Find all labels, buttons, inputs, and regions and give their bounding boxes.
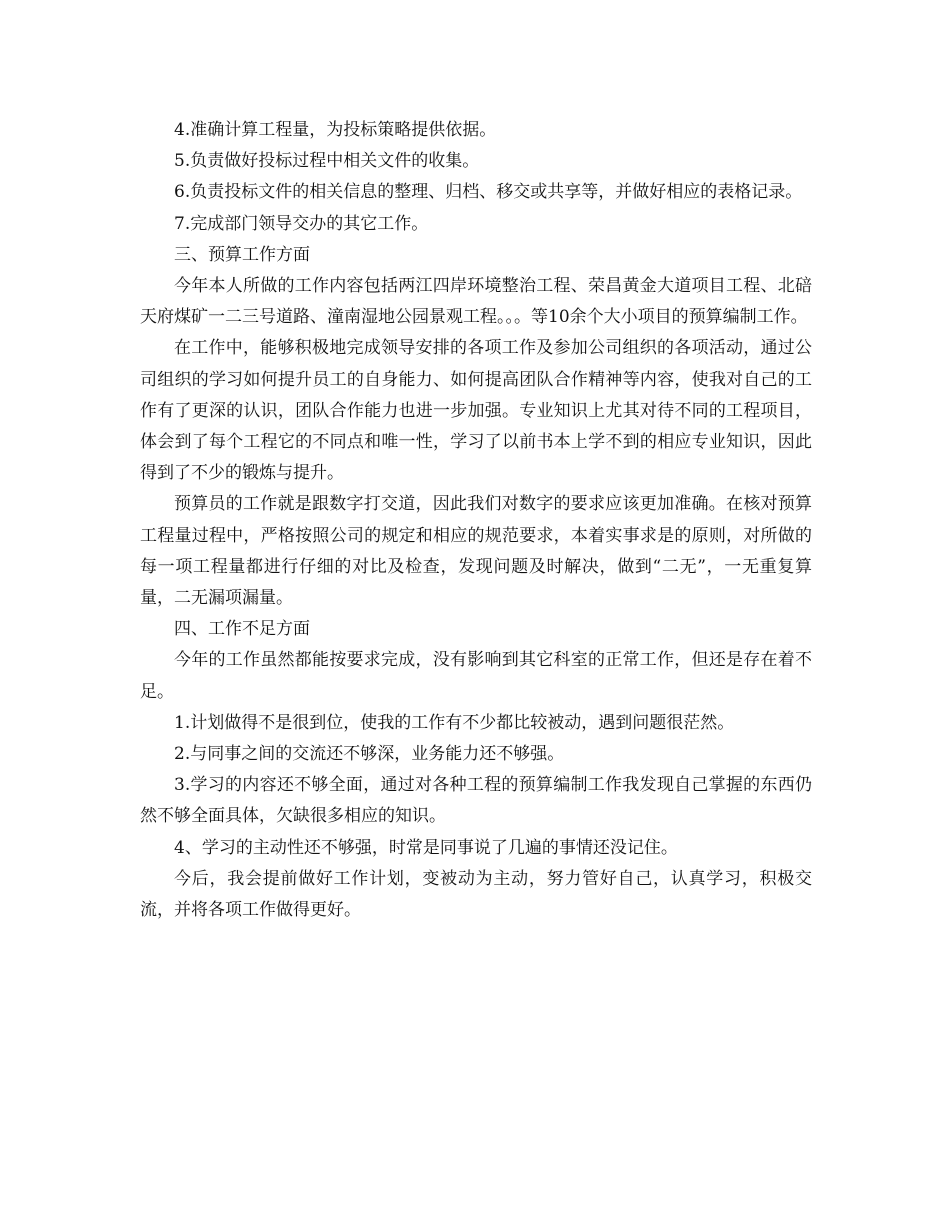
paragraph-budget-projects: 今年本人所做的工作内容包括两江四岸环境整治工程、荣昌黄金大道项目工程、北碚天府煤矿一二三号道路、潼南湿地公园景观工程。。。等10余个大小项目的预算编制工作。 (140, 276, 812, 328)
list-item-5: 5.负责做好投标过程中相关文件的收集。 (174, 151, 480, 172)
paragraph-budget-accuracy: 预算员的工作就是跟数字打交道，因此我们对数字的要求应该更加准确。在核对预算工程量过程中，严格按照公司的规定和相应的规范要求，本着实事求是的原则，对所做的每一项工程量都进行仔细的对比及检查，发现问题及时解决，做到“二无”，一无重复算量，二无漏项漏量。 (140, 494, 812, 609)
section-heading-shortcomings: 四、工作不足方面 (174, 619, 310, 640)
paragraph-future-plan: 今后，我会提前做好工作计划，变被动为主动，努力管好自己，认真学习，积极交流，并将各项工作做得更好。 (140, 868, 812, 921)
shortcoming-item-3: 3.学习的内容还不够全面，通过对各种工程的预算编制工作我发现自己掌握的东西仍然不够全面具体，欠缺很多相应的知识。 (140, 775, 812, 827)
shortcoming-item-4: 4、学习的主动性还不够强，时常是同事说了几遍的事情还没记住。 (174, 837, 678, 858)
list-item-4: 4.准确计算工程量，为投标策略提供依据。 (174, 120, 497, 140)
shortcoming-item-2: 2.与同事之间的交流还不够深，业务能力还不够强。 (174, 744, 565, 765)
paragraph-shortcomings-intro: 今年的工作虽然都能按要求完成，没有影响到其它科室的正常工作，但还是存在着不足。 (140, 650, 812, 702)
list-item-7: 7.完成部门领导交办的其它工作。 (174, 213, 429, 234)
shortcoming-item-1: 1.计划做得不是很到位，使我的工作有不少都比较被动，遇到问题很茫然。 (174, 712, 735, 733)
paragraph-work-activities: 在工作中，能够积极地完成领导安排的各项工作及参加公司组织的各项活动，通过公司组织的学习如何提升员工的自身能力、如何提高团队合作精神等内容，使我对自己的工作有了更深的认识，团队合作能力也进一步加强。专业知识上尤其对待不同的工程项目，体会到了每个工程它的不同点和唯一性，学习了以前书本上学不到的相应专业知识，因此得到了不少的锻炼与提升。 (140, 338, 812, 484)
section-heading-budget: 三、预算工作方面 (174, 244, 310, 265)
list-item-6: 6.负责投标文件的相关信息的整理、归档、移交或共享等，并做好相应的表格记录。 (174, 182, 803, 203)
document-body (140, 115, 812, 926)
